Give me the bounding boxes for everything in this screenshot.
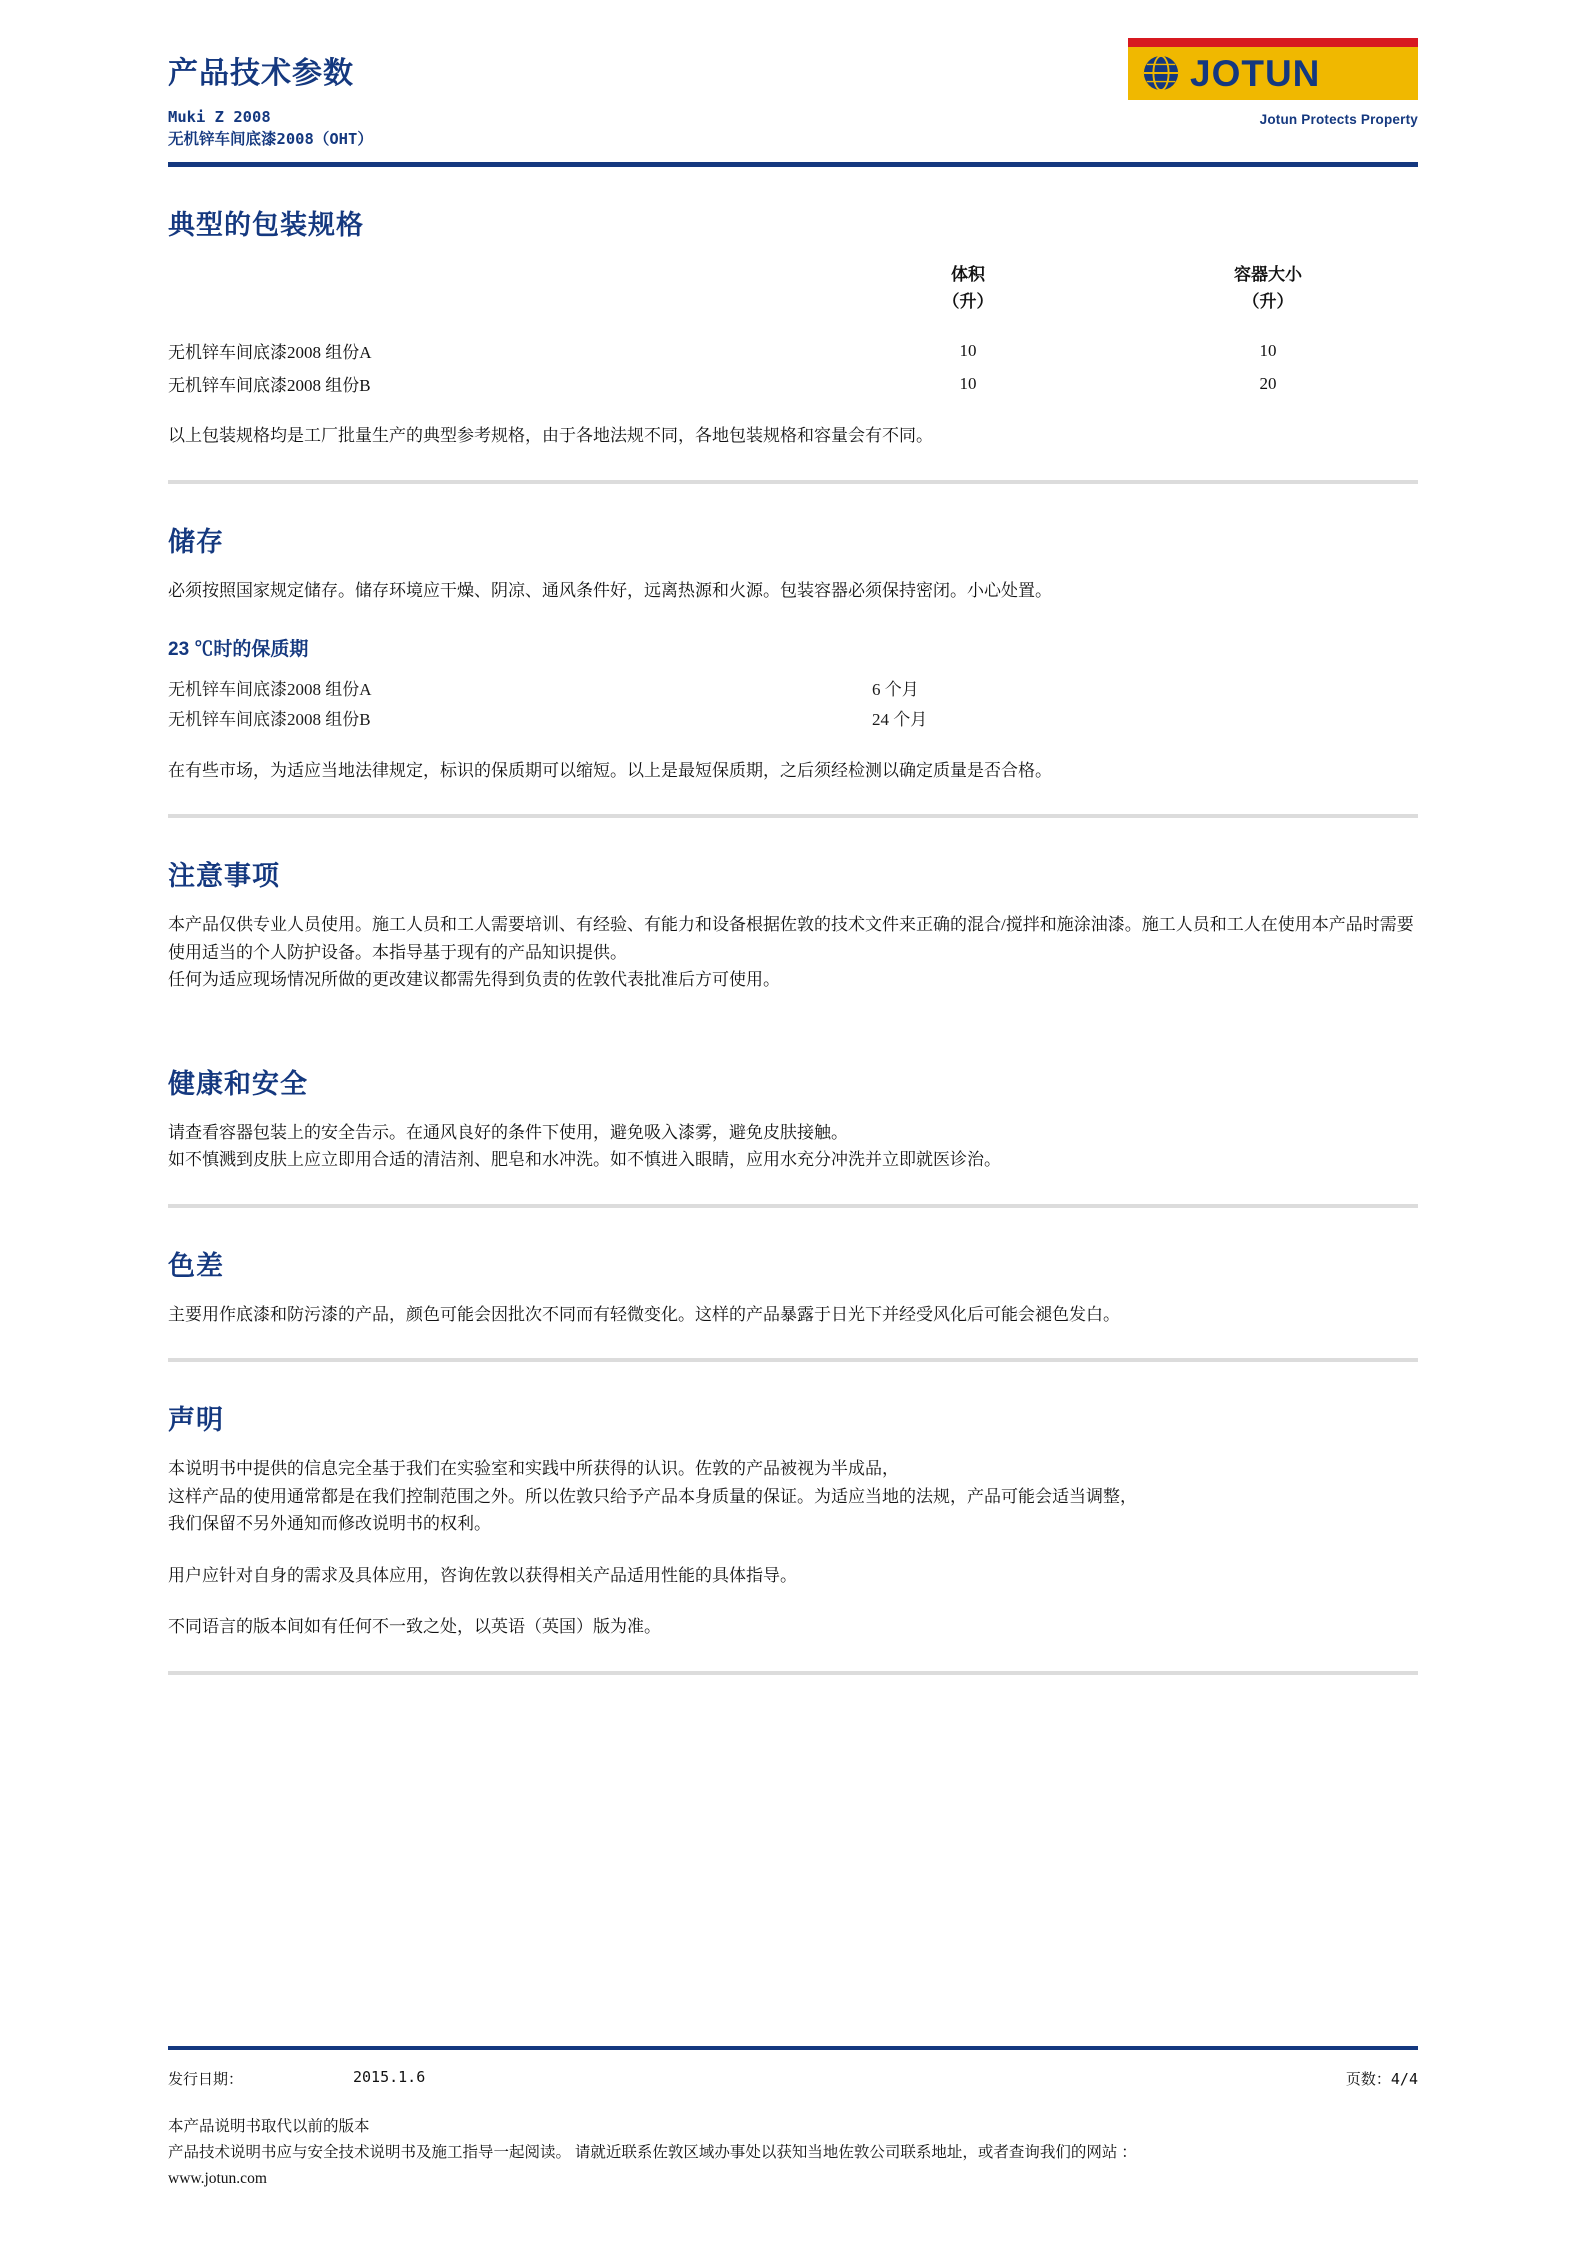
shelf-life-name: 无机锌车间底漆2008 组份B [168, 709, 371, 729]
table-units-row [168, 287, 1418, 334]
col-volume: 体积 [951, 265, 985, 284]
document-footer [168, 2046, 1418, 2193]
footer-note-2: 产品技术说明书应与安全技术说明书及施工指导一起阅读。 请就近联系佐敦区域办事处以获知当地佐敦公司联系地址，或者查询我们的网站 ： [168, 2143, 1137, 2161]
row-name: 无机锌车间底漆2008 组份A [168, 343, 372, 362]
table-row [168, 367, 1418, 400]
shelf-life-row [168, 705, 1418, 735]
packing-table [168, 260, 1418, 400]
row-name: 无机锌车间底漆2008 组份B [168, 376, 371, 395]
footer-notes [168, 2115, 1418, 2191]
table-row [168, 334, 1418, 367]
storage-title: 储存 [168, 526, 224, 557]
row-volume: 10 [959, 373, 977, 393]
document-content [168, 0, 1418, 1675]
color-text: 主要用作底漆和防污漆的产品，颜色可能会因批次不同而有轻微变化。这样的产品暴露于日光下并经受风化后可能会褪色发白。 [168, 1304, 1120, 1324]
caution-paragraph-2: 任何为适应现场情况所做的更改建议都需先得到负责的佐敦代表批准后方可使用。 [168, 970, 780, 990]
packing-title: 典型的包装规格 [168, 210, 364, 240]
page-number: 页数：4/4 [1345, 2069, 1418, 2088]
unit-blank [168, 287, 818, 334]
footer-website[interactable]: www.jotun.com [168, 2169, 267, 2187]
col-blank [168, 260, 818, 287]
statement-paragraph-4: 用户应针对自身的需求及具体应用，咨询佐敦以获得相关产品适用性能的具体指导。 [168, 1565, 797, 1585]
page-title: 产品技术参数 [168, 57, 354, 90]
shelf-life-value: 6 个月 [872, 680, 919, 700]
health-paragraph-2: 如不慎溅到皮肤上应立即用合适的清洁剂、肥皂和水冲洗。如不慎进入眼睛，应用水充分冲洗并立即就医诊治。 [168, 1150, 1001, 1170]
jotun-globe-icon [1142, 54, 1180, 92]
color-title: 色差 [168, 1250, 224, 1281]
row-volume: 10 [959, 340, 977, 360]
section-caution [168, 818, 1418, 994]
jotun-logo [1128, 38, 1418, 127]
statement-paragraph-5: 不同语言的版本间如有任何不一致之处，以英语（英国）版为准。 [168, 1617, 661, 1637]
issue-date-label: 发行日期： [168, 2069, 244, 2088]
statement-paragraph-1: 本说明书中提供的信息完全基于我们在实验室和实践中所获得的认识。佐敦的产品被视为半成品， [168, 1459, 899, 1479]
footer-note-1: 本产品说明书取代以前的版本 [168, 2117, 370, 2135]
caution-title: 注意事项 [168, 861, 280, 892]
health-paragraph-1: 请查看容器包装上的安全告示。在通风良好的条件下使用，避免吸入漆雾，避免皮肤接触。 [168, 1122, 848, 1142]
section-divider-bottom [168, 1671, 1418, 1675]
table-header-row [168, 260, 1418, 287]
logo-bar [1128, 38, 1418, 100]
health-title: 健康和安全 [168, 1068, 308, 1099]
product-name: 无机锌车间底漆2008（OHT） [168, 130, 373, 149]
section-statement [168, 1362, 1418, 1641]
footer-divider [168, 2046, 1418, 2050]
shelf-life-row [168, 675, 1418, 705]
row-container: 20 [1259, 373, 1277, 393]
footer-meta-row [168, 2068, 1418, 2089]
section-color [168, 1208, 1418, 1329]
statement-paragraph-3: 我们保留不另外通知而修改说明书的权利。 [168, 1514, 491, 1534]
issue-date-value: 2015.1.6 [353, 2067, 426, 2086]
logo-tagline: Jotun Protects Property [1259, 112, 1418, 127]
statement-paragraph-2: 这样产品的使用通常都是在我们控制范围之外。所以佐敦只给予产品本身质量的保证。为适应当地的法规，产品可能会适当调整， [168, 1486, 1137, 1506]
unit-volume: （升） [942, 292, 994, 311]
caution-paragraph-1: 本产品仅供专业人员使用。施工人员和工人需要培训、有经验、有能力和设备根据佐敦的技术文件来正确的混合/搅拌和施涂油漆。施工人员和工人在使用本产品时需要使用适当的个人防护设备。本指导基于现有的产品知识提供。 [168, 915, 1414, 962]
col-container: 容器大小 [1234, 265, 1302, 284]
document-header [168, 0, 1418, 150]
issue-date-group [168, 2068, 425, 2089]
section-storage [168, 484, 1418, 785]
shelf-life-title: 23 ℃时的保质期 [168, 639, 309, 661]
section-packing [168, 167, 1418, 450]
section-health-safety [168, 1026, 1418, 1174]
unit-container: （升） [1242, 292, 1294, 311]
storage-text: 必须按照国家规定储存。储存环境应干燥、阴凉、通风条件好，远离热源和火源。包装容器必须保持密闭。小心处置。 [168, 580, 1052, 600]
statement-title: 声明 [168, 1405, 224, 1436]
packing-note: 以上包装规格均是工厂批量生产的典型参考规格，由于各地法规不同，各地包装规格和容量会有不同。 [168, 426, 933, 445]
shelf-life-name: 无机锌车间底漆2008 组份A [168, 680, 372, 700]
shelf-life-note: 在有些市场，为适应当地法律规定，标识的保质期可以缩短。以上是最短保质期，之后须经检测以确定质量是否合格。 [168, 760, 1052, 780]
row-container: 10 [1259, 340, 1277, 360]
logo-wordmark: JOTUN [1190, 53, 1321, 94]
shelf-life-value: 24 个月 [872, 709, 928, 729]
product-code: Muki Z 2008 [168, 108, 271, 126]
